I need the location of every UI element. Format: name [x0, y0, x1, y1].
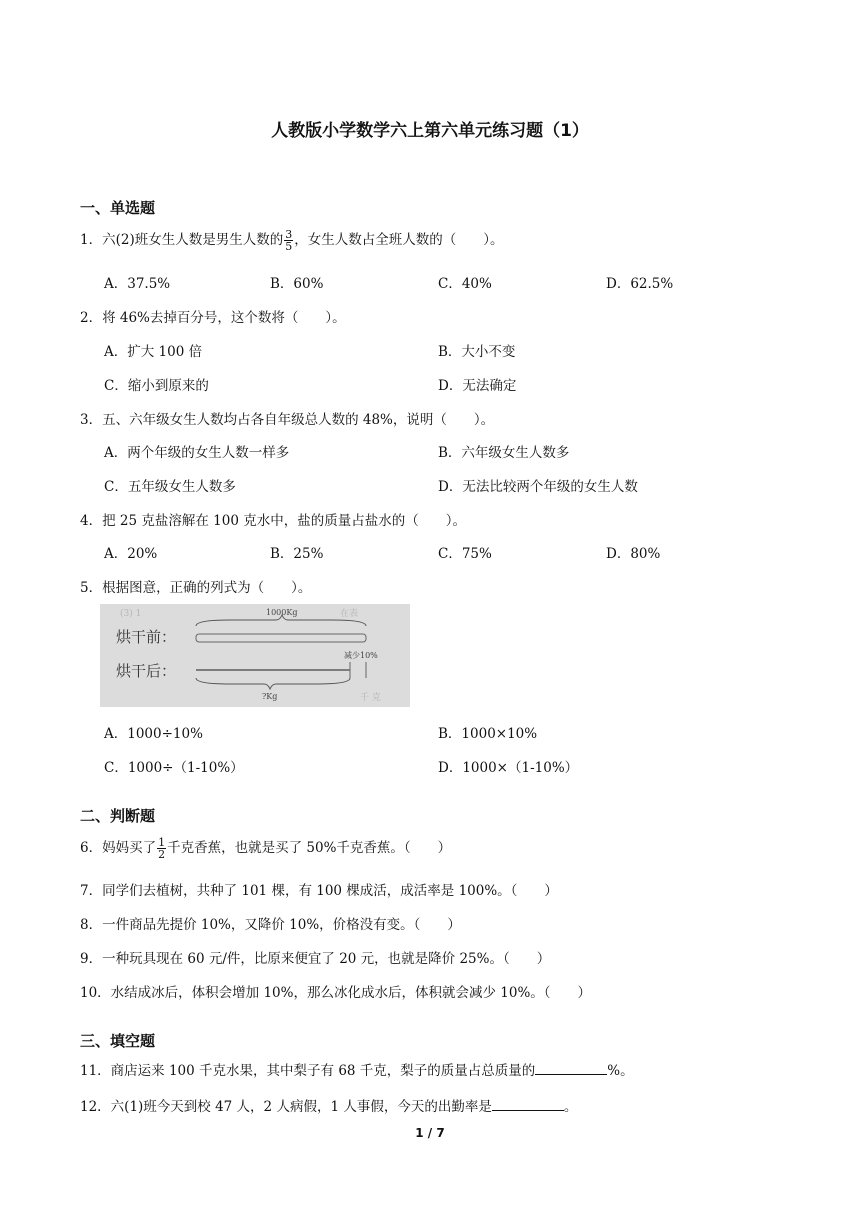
question-1-text-pre: 1．六(2)班女生人数是男生人数的 [80, 232, 284, 248]
answer-blank [492, 1098, 564, 1111]
q5-option-d: D．1000×（1-10%） [438, 760, 579, 776]
q5-option-b: B．1000×10% [438, 726, 538, 742]
q2-option-a: A．扩大 100 倍 [104, 344, 203, 360]
q3-option-b: B．六年级女生人数多 [438, 445, 570, 461]
q5-option-a: A．1000÷10% [104, 726, 203, 742]
question-9: 9．一种玩具现在 60 元/件，比原来便宜了 20 元，也就是降价 25%。（ ） [80, 951, 551, 967]
q1-option-d: D．62.5% [606, 276, 674, 292]
fraction-numerator: 1 [158, 836, 166, 849]
q3-option-a: A．两个年级的女生人数一样多 [104, 445, 290, 461]
question-7: 7．同学们去植树，共种了 101 棵，有 100 棵成活，成活率是 100%。（ ） [80, 883, 558, 899]
question-12 [80, 1095, 577, 1115]
q4-option-d: D．80% [606, 546, 661, 562]
question-1 [80, 228, 503, 252]
question-6-text-post: 千克香蕉，也就是买了 50%千克香蕉。（ ） [167, 840, 452, 856]
question-6 [80, 836, 451, 860]
section-heading-single-choice: 一、单选题 [80, 199, 156, 217]
fraction [284, 229, 293, 252]
fraction-denominator: 2 [158, 848, 166, 861]
diagram-reduce-label: 减少10% [344, 651, 378, 660]
fraction-denominator: 5 [285, 240, 293, 253]
page-number: 1 / 7 [415, 1126, 445, 1140]
q1-option-c: C．40% [438, 276, 492, 292]
question-8: 8．一件商品先提价 10%，又降价 10%，价格没有变。（ ） [80, 917, 461, 933]
question-12-text-pre: 12．六(1)班今天到校 47 人，2 人病假，1 人事假，今天的出勤率是 [80, 1099, 492, 1115]
q1-option-b: B．60% [270, 276, 324, 292]
q2-option-c: C．缩小到原来的 [104, 378, 209, 394]
svg-text:(3) 1: (3) 1 [120, 609, 142, 619]
question-11-text-post: %。 [607, 1063, 634, 1079]
q4-option-b: B．25% [270, 546, 324, 562]
fraction [157, 837, 166, 860]
q4-option-c: C．75% [438, 546, 492, 562]
question-11-text-pre: 11．商店运来 100 千克水果，其中梨子有 68 千克，梨子的质量占总质量的 [80, 1063, 536, 1079]
q1-option-a: A．37.5% [104, 276, 171, 292]
question-11 [80, 1059, 634, 1079]
question-1-text-post: ，女生人数占全班人数的（ ）。 [294, 232, 504, 248]
answer-blank [535, 1062, 607, 1075]
fraction-numerator: 3 [285, 228, 293, 241]
diagram-label-after: 烘干后： [116, 662, 177, 680]
page-title: 人教版小学数学六上第六单元练习题（1） [271, 121, 589, 141]
question-6-text-pre: 6．妈妈买了 [80, 840, 157, 856]
section-heading-true-false: 二、判断题 [80, 807, 156, 825]
diagram-total-label: 1000Kg [266, 608, 298, 617]
svg-text:在表: 在表 [340, 609, 359, 619]
question-2: 2．将 46%去掉百分号，这个数将（ ）。 [80, 310, 346, 326]
question-10: 10．水结成冰后，体积会增加 10%，那么冰化成水后，体积就会减少 10%。（ ） [80, 985, 592, 1001]
q5-option-c: C．1000÷（1-10%） [104, 760, 244, 776]
diagram-label-before: 烘干前： [116, 628, 177, 646]
question-12-text-post: 。 [563, 1099, 578, 1115]
q3-option-d: D．无法比较两个年级的女生人数 [438, 479, 638, 495]
question-4: 4．把 25 克盐溶解在 100 克水中，盐的质量占盐水的（ ）。 [80, 513, 466, 529]
q4-option-a: A．20% [104, 546, 158, 562]
q2-option-b: B．大小不变 [438, 344, 516, 360]
q3-option-c: C．五年级女生人数多 [104, 479, 236, 495]
diagram-unknown-label: ?Kg [262, 692, 278, 701]
question-3: 3．五、六年级女生人数均占各自年级总人数的 48%，说明（ ）。 [80, 412, 495, 428]
question-5: 5．根据图意，正确的列式为（ ）。 [80, 580, 312, 596]
svg-text:千 克: 千 克 [360, 693, 381, 703]
drying-diagram [100, 604, 410, 707]
section-heading-fill-blank: 三、填空题 [80, 1032, 156, 1050]
q2-option-d: D．无法确定 [438, 378, 517, 394]
